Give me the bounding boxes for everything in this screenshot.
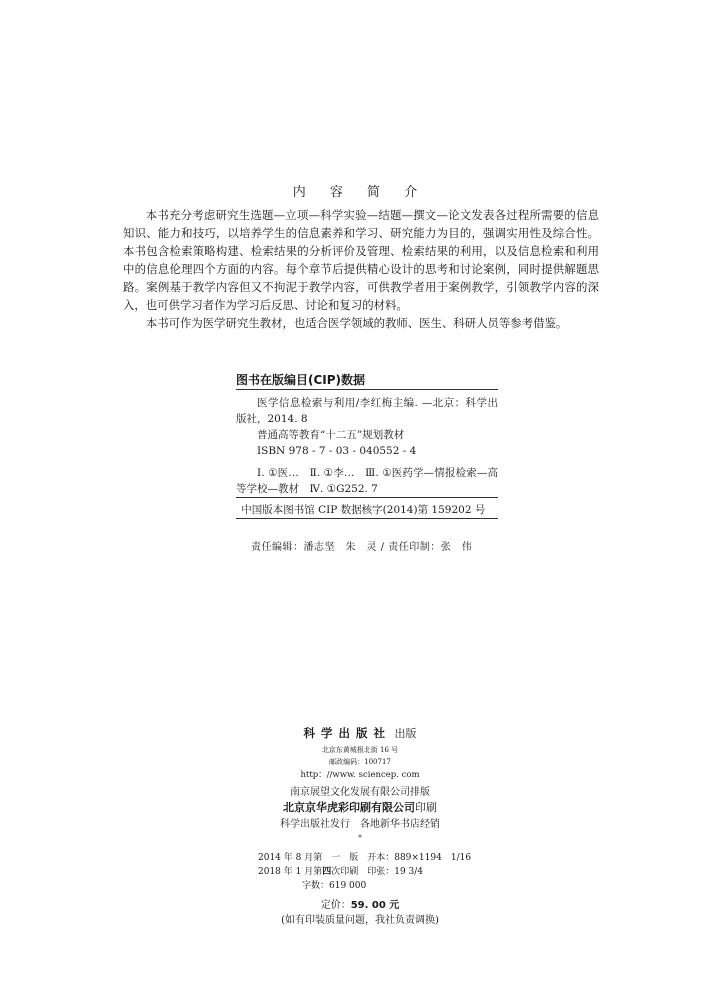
cip-entry-series: 普通高等教育“十二五”规划教材 — [257, 429, 405, 441]
publisher-line — [0, 725, 720, 741]
cip-footer: 中国版本图书馆 CIP 数据核字(2014)第 159202 号 — [241, 504, 486, 516]
printer-name: 北京京华虎彩印刷有限公司 — [283, 801, 415, 814]
responsible-editors: 责任编辑：潘志坚 朱 灵 / 责任印制：张 伟 — [251, 542, 473, 553]
publisher-postcode: 邮政编码：100717 — [329, 758, 391, 766]
typesetter: 南京展望文化发展有限公司排版 — [290, 787, 430, 798]
summary-paragraph-1: 本书充分考虑研究生选题—立项—科学实验—结题—撰文—论文发表各过程所需要的信息知识、能力和技巧，以培养学生的信息素养和学习、研究能力为目的，强调实用性及综合性。本书包含检索策略构建、检索结果的分析评价及管理、检索结果的利用，以及信息检索和利用中的信息伦理四个方面的内容。每个章节后提供精心设计的思考和讨论案例，同时提供解题思路。案例基于教学内容但又不拘泥于教学内容，可供教学者用于案例教学，引领教学内容的深入，也可供学习者作为学习后反思、讨论和复习的材料。 — [123, 208, 599, 312]
price-line — [0, 896, 720, 911]
summary-paragraph-2: 本书可作为医学研究生教材，也适合医学领域的教师、医生、科研人员等参考借鉴。 — [145, 316, 568, 330]
printer-line — [0, 799, 720, 815]
edition-line-1: 2014 年 8 月第 一 版 开本：889×1194 1/16 — [258, 853, 472, 863]
summary-text — [123, 206, 599, 332]
word-count: 字数：619 000 — [302, 881, 367, 891]
publisher-address: 北京东黄城根北街 16 号 — [321, 746, 399, 754]
cip-body — [236, 395, 498, 503]
cip-title: 图书在版编目(CIP)数据 — [236, 373, 366, 387]
edition-line-2: 2018 年 1 月第四次印刷 印张：19 3/4 — [258, 867, 424, 877]
cip-entry-title: 医学信息检索与利用/李红梅主编. —北京：科学出版社，2014. 8 — [236, 397, 498, 425]
publisher-logo: 科学出版社 — [303, 726, 391, 740]
cip-middle-rule — [236, 497, 498, 498]
distribution: 科学出版社发行 各地新华书店经销 — [280, 819, 440, 830]
separator-asterisk: * — [358, 834, 362, 842]
publisher-website: http：//www. sciencep. com — [300, 770, 420, 780]
cip-top-rule — [236, 389, 498, 390]
summary-heading: 内 容 简 介 — [292, 185, 428, 200]
edition-info — [258, 851, 518, 893]
cip-entry — [236, 395, 498, 459]
cip-classification-block — [236, 465, 498, 497]
cip-bottom-rule — [236, 518, 498, 519]
cip-entry-isbn: ISBN 978 - 7 - 03 - 040552 - 4 — [257, 445, 417, 457]
printer-suffix: 印刷 — [415, 801, 437, 814]
cip-classification: Ⅰ. ①医… Ⅱ. ①李… Ⅲ. ①医药学—情报检索—高等学校—教材 Ⅳ. ①G252. 7 — [236, 467, 498, 495]
quality-notice: (如有印装质量问题，我社负责调换) — [281, 915, 439, 926]
publisher-suffix: 出版 — [394, 727, 417, 740]
price-value: 59. 00 元 — [350, 900, 400, 911]
price-label: 定价： — [320, 900, 351, 911]
printing-number: 四 — [322, 867, 332, 877]
